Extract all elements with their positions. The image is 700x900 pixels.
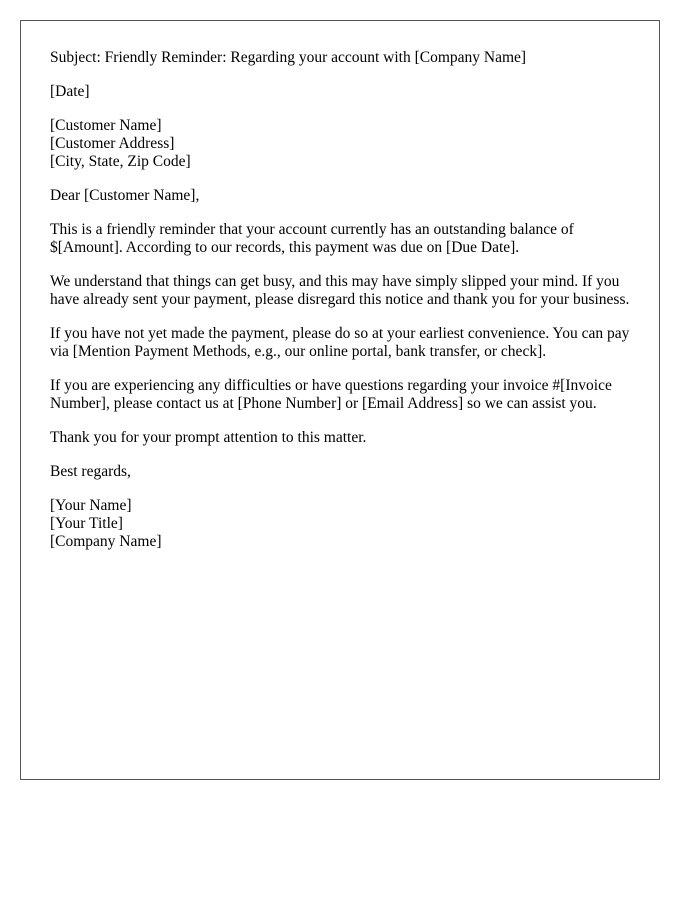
closing: Best regards, <box>50 463 131 480</box>
signature-company: [Company Name] <box>50 533 162 550</box>
paragraph-thank-you: Thank you for your prompt attention to this matter. <box>50 429 367 446</box>
letter-page <box>20 20 660 780</box>
signature-name: [Your Name] <box>50 497 132 514</box>
signature-title: [Your Title] <box>50 515 123 532</box>
signature-block <box>50 497 640 551</box>
recipient-address: [Customer Address] <box>50 135 175 152</box>
recipient-city-state-zip: [City, State, Zip Code] <box>50 153 191 170</box>
paragraph-contact-info: If you are experiencing any difficulties or have questions regarding your invoice #[Invoice Number], please contact us at [Phone Number] or [Email Address] so we can assist you. <box>50 377 612 412</box>
recipient-name: [Customer Name] <box>50 117 162 134</box>
salutation: Dear [Customer Name], <box>50 187 200 204</box>
subject-line: Subject: Friendly Reminder: Regarding your account with [Company Name] <box>50 49 527 66</box>
recipient-block <box>50 117 640 171</box>
paragraph-balance-reminder: This is a friendly reminder that your account currently has an outstanding balance of $[Amount]. According to our records, this payment was due on [Due Date]. <box>50 221 574 256</box>
paragraph-payment-methods: If you have not yet made the payment, please do so at your earliest convenience. You can pay via [Mention Payment Methods, e.g., our online portal, bank transfer, or check]. <box>50 325 630 360</box>
letter-body <box>50 49 640 567</box>
paragraph-disregard-notice: We understand that things can get busy, and this may have simply slipped your mind. If you have already sent your payment, please disregard this notice and thank you for your business. <box>50 273 630 308</box>
letter-date: [Date] <box>50 83 90 100</box>
